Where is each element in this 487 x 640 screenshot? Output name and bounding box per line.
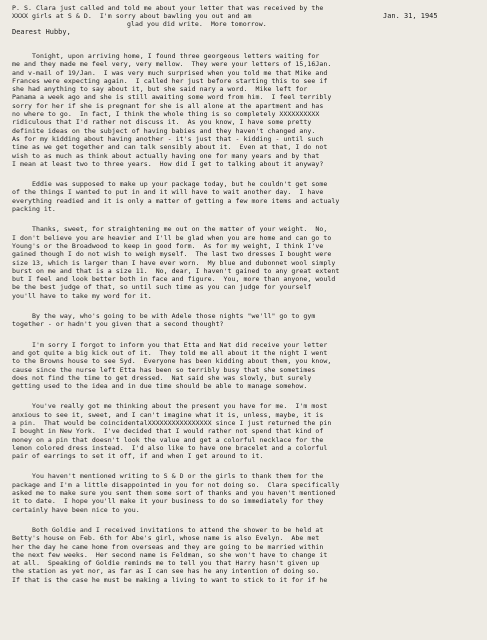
letter-body (12, 52, 477, 584)
text-line: gained though I do not wish to weigh myself. The last two dresses I bought were (12, 250, 332, 259)
text-line: packing it. (12, 205, 56, 214)
text-line: money on a pin that doesn't look the value and get a colorful necklace for the (12, 435, 324, 444)
text-line: I mean at least two to three years. How did I get to talking about it anyway? (12, 159, 324, 168)
text-line: time as we get together and can talk sensibly about it. Even at that, I do not (12, 143, 328, 152)
text-line: You've really got me thinking about the present you have for me. I'm most (12, 402, 328, 411)
text-line: does not find the time to get dressed. Nat said she was slowly, but surely (12, 373, 312, 382)
text-line: certainly have been nice to you. (12, 505, 140, 514)
paragraph (12, 312, 477, 329)
text-line: of the things I wanted to put in and it will have to wait another day. I have (12, 188, 324, 197)
text-line: and v-mail of 19/Jan. I was very much surprised when you told me that Mike and (12, 68, 328, 77)
text-line: pair of earrings to set it off, if and when I get around to it. (12, 452, 264, 461)
postscript-line-3: glad you did write. More tomorrow. (127, 20, 267, 28)
text-line: I'm sorry I forgot to inform you that Etta and Nat did receive your letter (12, 340, 328, 349)
paragraph (12, 180, 477, 213)
text-line: Thanks, sweet, for straightening me out on the matter of your weight. No, (12, 225, 328, 234)
text-line: her the day he came home from overseas and they are going to be married within (12, 542, 324, 551)
paragraph (12, 225, 477, 300)
text-line: the next few weeks. Her second name is Feldman, so she won't have to change it (12, 550, 328, 559)
text-line: Eddie was supposed to make up your package today, but he couldn't get some (12, 180, 328, 189)
text-line: Frances were expecting again. I called her just before starting this to see if (12, 76, 328, 85)
text-line: Panama a week ago and she is still awaiting some word from him. I feel terribly (12, 93, 332, 102)
text-line: a pin. That would be coincidentalXXXXXXXXXXXXXXXX since I just returned the pin (12, 418, 332, 427)
text-line: You haven't mentioned writing to S & D or the girls to thank them for the (12, 472, 324, 481)
text-line: wish to as much as think about actually having one for many years and by that (12, 151, 320, 160)
text-line: the station as yet nor, as far as I can see has he any intention of doing so. (12, 567, 320, 576)
paragraph (12, 402, 477, 460)
text-line: together - or hadn't you given that a second thought? (12, 320, 224, 329)
text-line: asked me to make sure you sent them some sort of thanks and you haven't mentioned (12, 489, 336, 498)
letter-date: Jan. 31, 1945 (383, 12, 438, 20)
text-line: be the best judge of that, so until such time as you can judge for yourself (12, 283, 312, 292)
text-line: and got quite a big kick out of it. They told me all about it the night I went (12, 348, 328, 357)
paragraph (12, 472, 477, 513)
text-line: Young's or the Broadwood to keep in good form. As for my weight, I think I've (12, 241, 324, 250)
text-line: anxious to see it, sweet, and I can't imagine what it is, unless, maybe, it is (12, 410, 324, 419)
text-line: As for my kidding about having another - it's just that - kidding - until such (12, 134, 324, 143)
paragraph (12, 526, 477, 584)
text-line: lemon colored dress instead. I'd also like to have one bracelet and a colorful (12, 443, 328, 452)
text-line: no where to go. In fact, I think the whole thing is so completely XXXXXXXXXX (12, 110, 320, 119)
text-line: everything readied and it is only a matter of getting a few more items and actualy (12, 196, 340, 205)
text-line: burst on me and that is a size 11. No, dear, I haven't gained to any great extent (12, 266, 340, 275)
text-line: I don't believe you are heavier and I'll be glad when you are home and can go to (12, 233, 332, 242)
text-line: Betty's house on Feb. 6th for Abe's girl, whose name is also Evelyn. Abe met (12, 534, 320, 543)
text-line: it to date. I hope you'll make it your business to do so immediately for they (12, 497, 324, 506)
text-line: to the Browns house to see Syd. Everyone has been kidding about them, you know, (12, 357, 332, 366)
text-line: Tonight, upon arriving home, I found three georgeous letters waiting for (12, 52, 320, 60)
text-line: Both Goldie and I received invitations to attend the shower to be held at (12, 525, 324, 534)
paragraph (12, 52, 477, 168)
postscript-line-1: P. S. Clara just called and told me about your letter that was received by the (12, 4, 324, 12)
text-line: package and I'm a little disappointed in you for not doing so. Clara specifically (12, 480, 340, 489)
text-line: ridiculous that I'd rather not discuss it. As you know, I have some pretty (12, 118, 312, 127)
text-line: me and they made me feel very, very mellow. They were your letters of 15,16Jan. (12, 60, 332, 69)
text-line: you'll have to take my word for it. (12, 291, 152, 300)
salutation: Dearest Hubby, (12, 28, 71, 36)
text-line: definite ideas on the subject of having babies and they haven't changed any. (12, 126, 316, 135)
text-line: I bought in New York. I've decided that I would rather not spend that kind of (12, 427, 324, 436)
text-line: size 13, which is larger than I have ever worn. My blue and dubonnet wool simply (12, 258, 336, 267)
text-line: By the way, who's going to be with Adele those nights "we'll" go to gym (12, 312, 316, 321)
text-line: If that is the case he must be making a living to want to stick to it for if he (12, 575, 328, 584)
text-line: getting used to the idea and in due time should be able to manage somehow. (12, 382, 308, 391)
text-line: sorry for her if she is pregnant for she is all alone at the apartment and has (12, 101, 324, 110)
postscript-line-2-text: XXXX girls at S & D. I'm sorry about bawling you out and am (12, 12, 252, 20)
text-line: at all. Speaking of Goldie reminds me to tell you that Harry hasn't given up (12, 559, 320, 568)
text-line: cause since the nurse left Etta has been so terribly busy that she sometimes (12, 365, 316, 374)
text-line: but I feel and look better both in face and figure. You, more than anyone, would (12, 275, 336, 284)
text-line: she had anything to say about it, but she said nary a word. Mike left for (12, 85, 308, 94)
paragraph (12, 341, 477, 391)
